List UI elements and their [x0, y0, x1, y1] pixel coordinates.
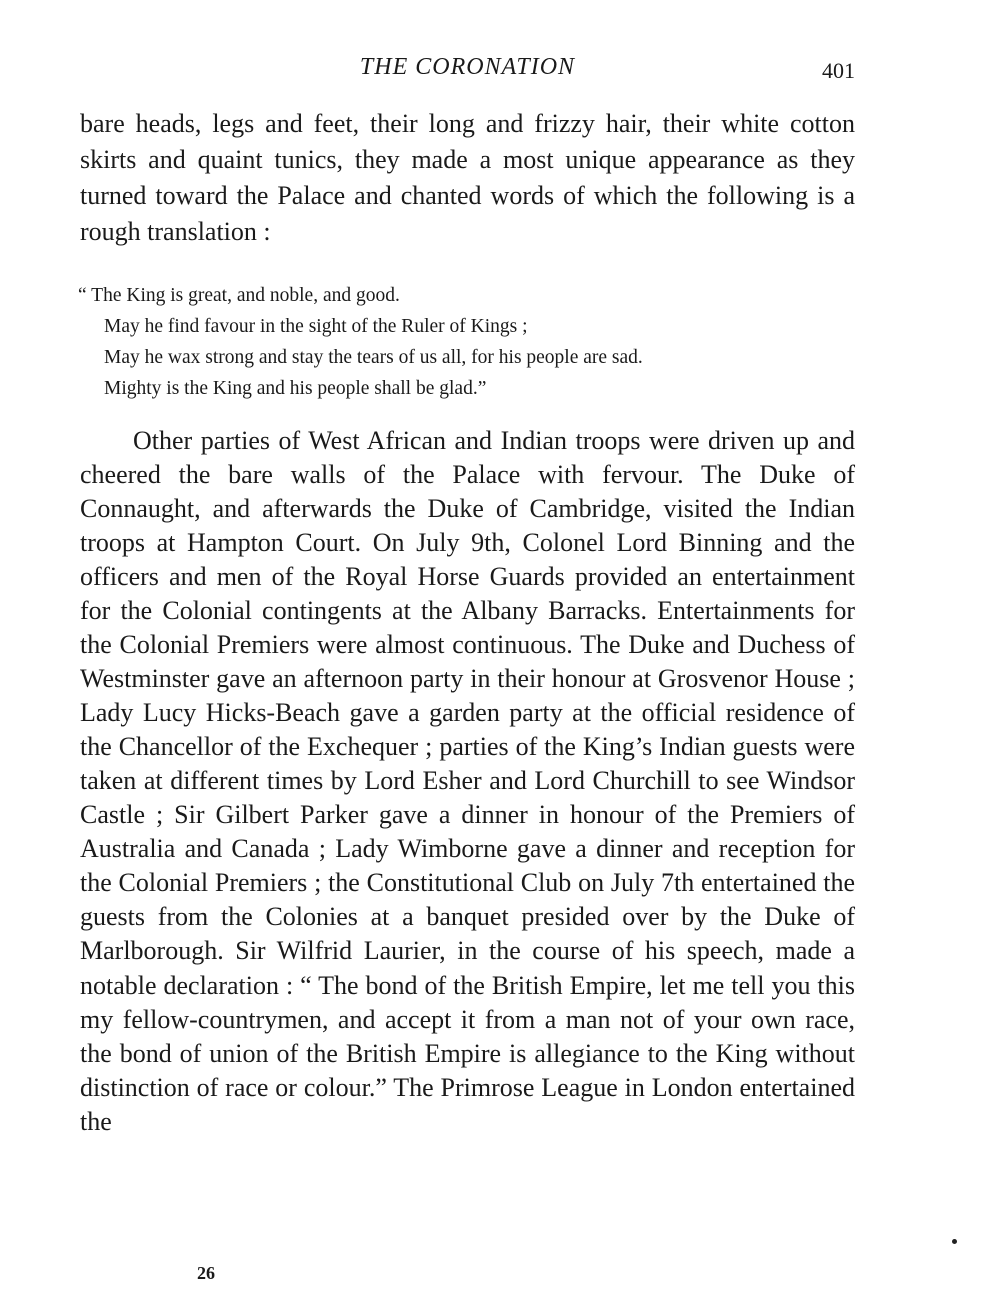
ink-speck — [952, 1239, 957, 1244]
verse-line-2: May he find favour in the sight of the Ruler of Kings ; — [104, 316, 528, 337]
verse-line-4: Mighty is the King and his people shall be glad.” — [104, 378, 487, 399]
paragraph-2: Other parties of West African and Indian troops were driven up and cheered the bare walls of the Palace with fervour. The Duke of Connaught, and afterwards the Duke of Cambridge, visited the Indian troops at Hampton Court. On July 9th, Colonel Lord Binning and the officers and men of the Royal Horse Guards provided an entertainment for the Colonial contingents at the Albany Barracks. Entertainments for the Colonial Premiers were almost continuous. The Duke and Duchess of Westminster gave an afternoon party in their honour at Grosvenor House ; Lady Lucy Hicks-Beach gave a garden party at the official residence of the Chancellor of the Exchequer ; parties of the King’s Indian guests were taken at different times by Lord Esher and Lord Churchill to see Windsor Castle ; Sir Gilbert Parker gave a dinner in honour of the Premiers of Australia and Canada ; Lady Wimborne gave a dinner and reception for the Colonial Premiers ; the Constitutional Club on July 7th entertained the guests from the Colonies at a banquet presided over by the Duke of Marlborough. Sir Wilfrid Laurier, in the course of his speech, made a notable declaration : “ The bond of the British Empire, let me tell you this my fellow-countrymen, and accept it from a man not of your own race, the bond of union of the British Empire is allegiance to the King without distinction of race or colour.” The Primrose League in London entertained the — [80, 426, 855, 1136]
verse-line-3: May he wax strong and stay the tears of us all, for his people are sad. — [104, 347, 643, 368]
verse-block — [78, 280, 878, 404]
signature-mark: 26 — [197, 1263, 215, 1283]
running-head — [80, 52, 855, 86]
verse-line-1: “ The King is great, and noble, and good. — [78, 285, 400, 306]
page-number: 401 — [822, 58, 855, 83]
running-title: THE CORONATION — [359, 54, 576, 80]
paragraph-1: bare heads, legs and feet, their long and frizzy hair, their white cotton skirts and quaint tunics, they made a most unique appearance as they turned toward the Palace and chanted words of which the following is a rough translation : — [80, 109, 855, 247]
